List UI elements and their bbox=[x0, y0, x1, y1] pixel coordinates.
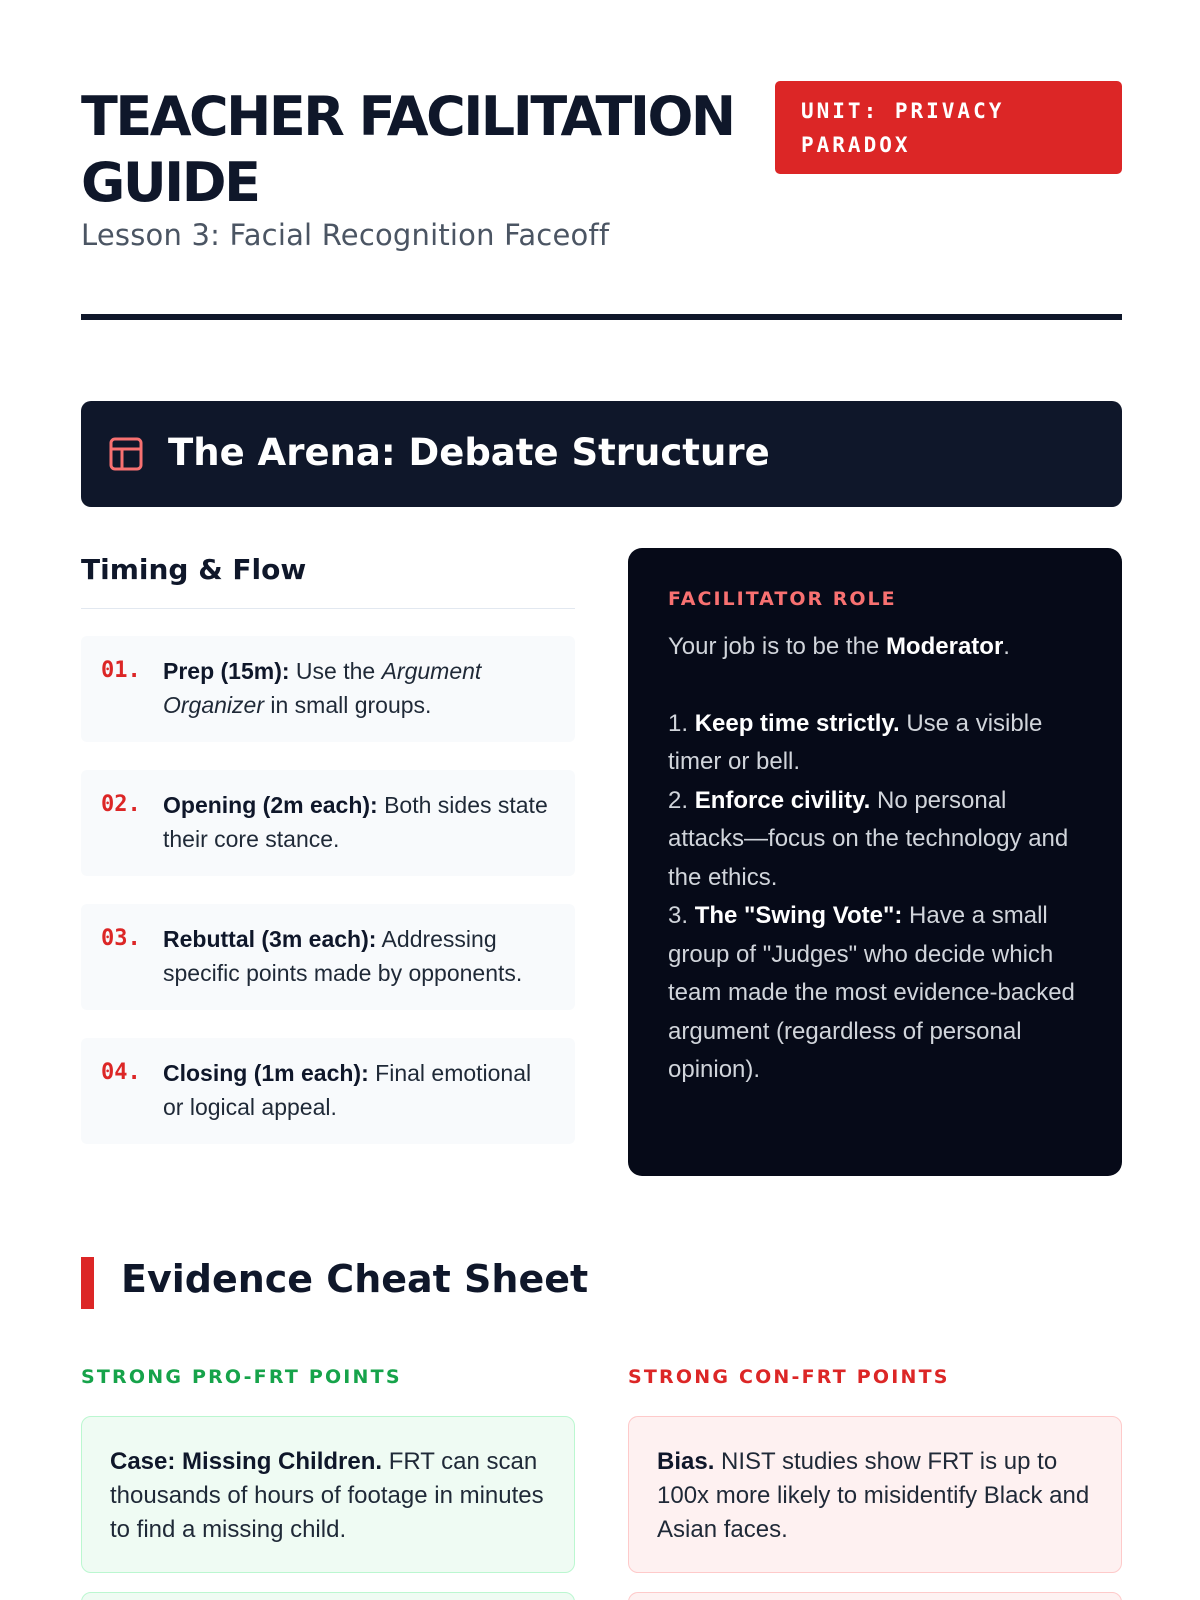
arena-title: The Arena: Debate Structure bbox=[168, 431, 770, 474]
evidence-text: NIST studies show FRT is up to 100x more likely to misidentify Black and Asian faces. bbox=[657, 1448, 1090, 1543]
point-text: No personal attacks—focus on the technology and the ethics. bbox=[668, 786, 1069, 891]
point-strong: Enforce civility. bbox=[694, 786, 871, 814]
facilitator-point bbox=[668, 897, 1082, 1090]
facilitator-role-card bbox=[628, 548, 1122, 1176]
facilitator-intro bbox=[668, 628, 1082, 667]
step-label: Rebuttal (3m each): bbox=[163, 926, 377, 952]
step-text: Use the bbox=[289, 658, 382, 684]
step-number: 04. bbox=[101, 1060, 141, 1085]
step-label: Prep (15m): bbox=[163, 658, 290, 684]
timing-heading: Timing & Flow bbox=[81, 553, 307, 586]
evidence-accent-bar bbox=[81, 1257, 94, 1309]
evidence-strong: Case: Missing Children. bbox=[110, 1448, 383, 1475]
intro-strong: Moderator bbox=[885, 633, 1004, 660]
con-points-label: STRONG CON-FRT POINTS bbox=[628, 1366, 950, 1388]
step-emphasis: Argument Organizer bbox=[163, 658, 482, 718]
step-item-opening bbox=[81, 770, 575, 876]
page-title: TEACHER FACILITATION GUIDE bbox=[81, 85, 734, 214]
intro-text: Your job is to be the bbox=[668, 633, 886, 660]
header-divider bbox=[81, 314, 1122, 320]
lesson-subtitle: Lesson 3: Facial Recognition Faceoff bbox=[81, 218, 610, 252]
guide-header bbox=[81, 0, 1122, 320]
arena-section-bar bbox=[81, 401, 1122, 507]
con-evidence-card bbox=[628, 1416, 1122, 1573]
pro-evidence-card bbox=[81, 1416, 575, 1573]
intro-text: . bbox=[1003, 633, 1010, 660]
unit-badge: UNIT: PRIVACY PARADOX bbox=[775, 81, 1122, 174]
step-label: Closing (1m each): bbox=[163, 1060, 369, 1086]
facilitator-point bbox=[668, 782, 1082, 898]
pro-evidence-card-partial bbox=[81, 1592, 575, 1600]
step-text: Both sides state their core stance. bbox=[163, 792, 548, 852]
step-text: Final emotional or logical appeal. bbox=[163, 1060, 532, 1120]
point-text: Have a small group of "Judges" who decide which team made the most evidence-backed argument (regardless of personal opinion). bbox=[668, 902, 1075, 1083]
timing-divider bbox=[81, 608, 575, 609]
step-number: 01. bbox=[101, 658, 141, 683]
point-text: Use a visible timer or bell. bbox=[668, 709, 1043, 775]
step-item-rebuttal bbox=[81, 904, 575, 1010]
evidence-title: Evidence Cheat Sheet bbox=[121, 1257, 589, 1301]
step-item-prep bbox=[81, 636, 575, 742]
timing-steps-list bbox=[81, 636, 575, 1172]
layout-icon bbox=[109, 437, 143, 471]
point-number: 3. bbox=[668, 902, 695, 929]
facilitator-role-label: FACILITATOR ROLE bbox=[668, 588, 897, 610]
point-strong: Keep time strictly. bbox=[694, 709, 900, 737]
evidence-text: FRT can scan thousands of hours of footage in minutes to find a missing child. bbox=[110, 1448, 544, 1543]
con-evidence-card-partial bbox=[628, 1592, 1122, 1600]
step-text: in small groups. bbox=[263, 692, 432, 718]
step-number: 03. bbox=[101, 926, 141, 951]
step-item-closing bbox=[81, 1038, 575, 1144]
step-label: Opening (2m each): bbox=[163, 792, 378, 818]
step-text: Addressing specific points made by opponents. bbox=[163, 926, 523, 986]
point-strong: The "Swing Vote": bbox=[694, 902, 903, 929]
facilitation-guide-page bbox=[81, 0, 1122, 1543]
evidence-strong: Bias. bbox=[657, 1448, 715, 1475]
pro-points-label: STRONG PRO-FRT POINTS bbox=[81, 1366, 402, 1388]
step-number: 02. bbox=[101, 792, 141, 817]
facilitator-point bbox=[668, 705, 1082, 782]
point-number: 1. bbox=[668, 709, 695, 737]
point-number: 2. bbox=[668, 786, 695, 814]
